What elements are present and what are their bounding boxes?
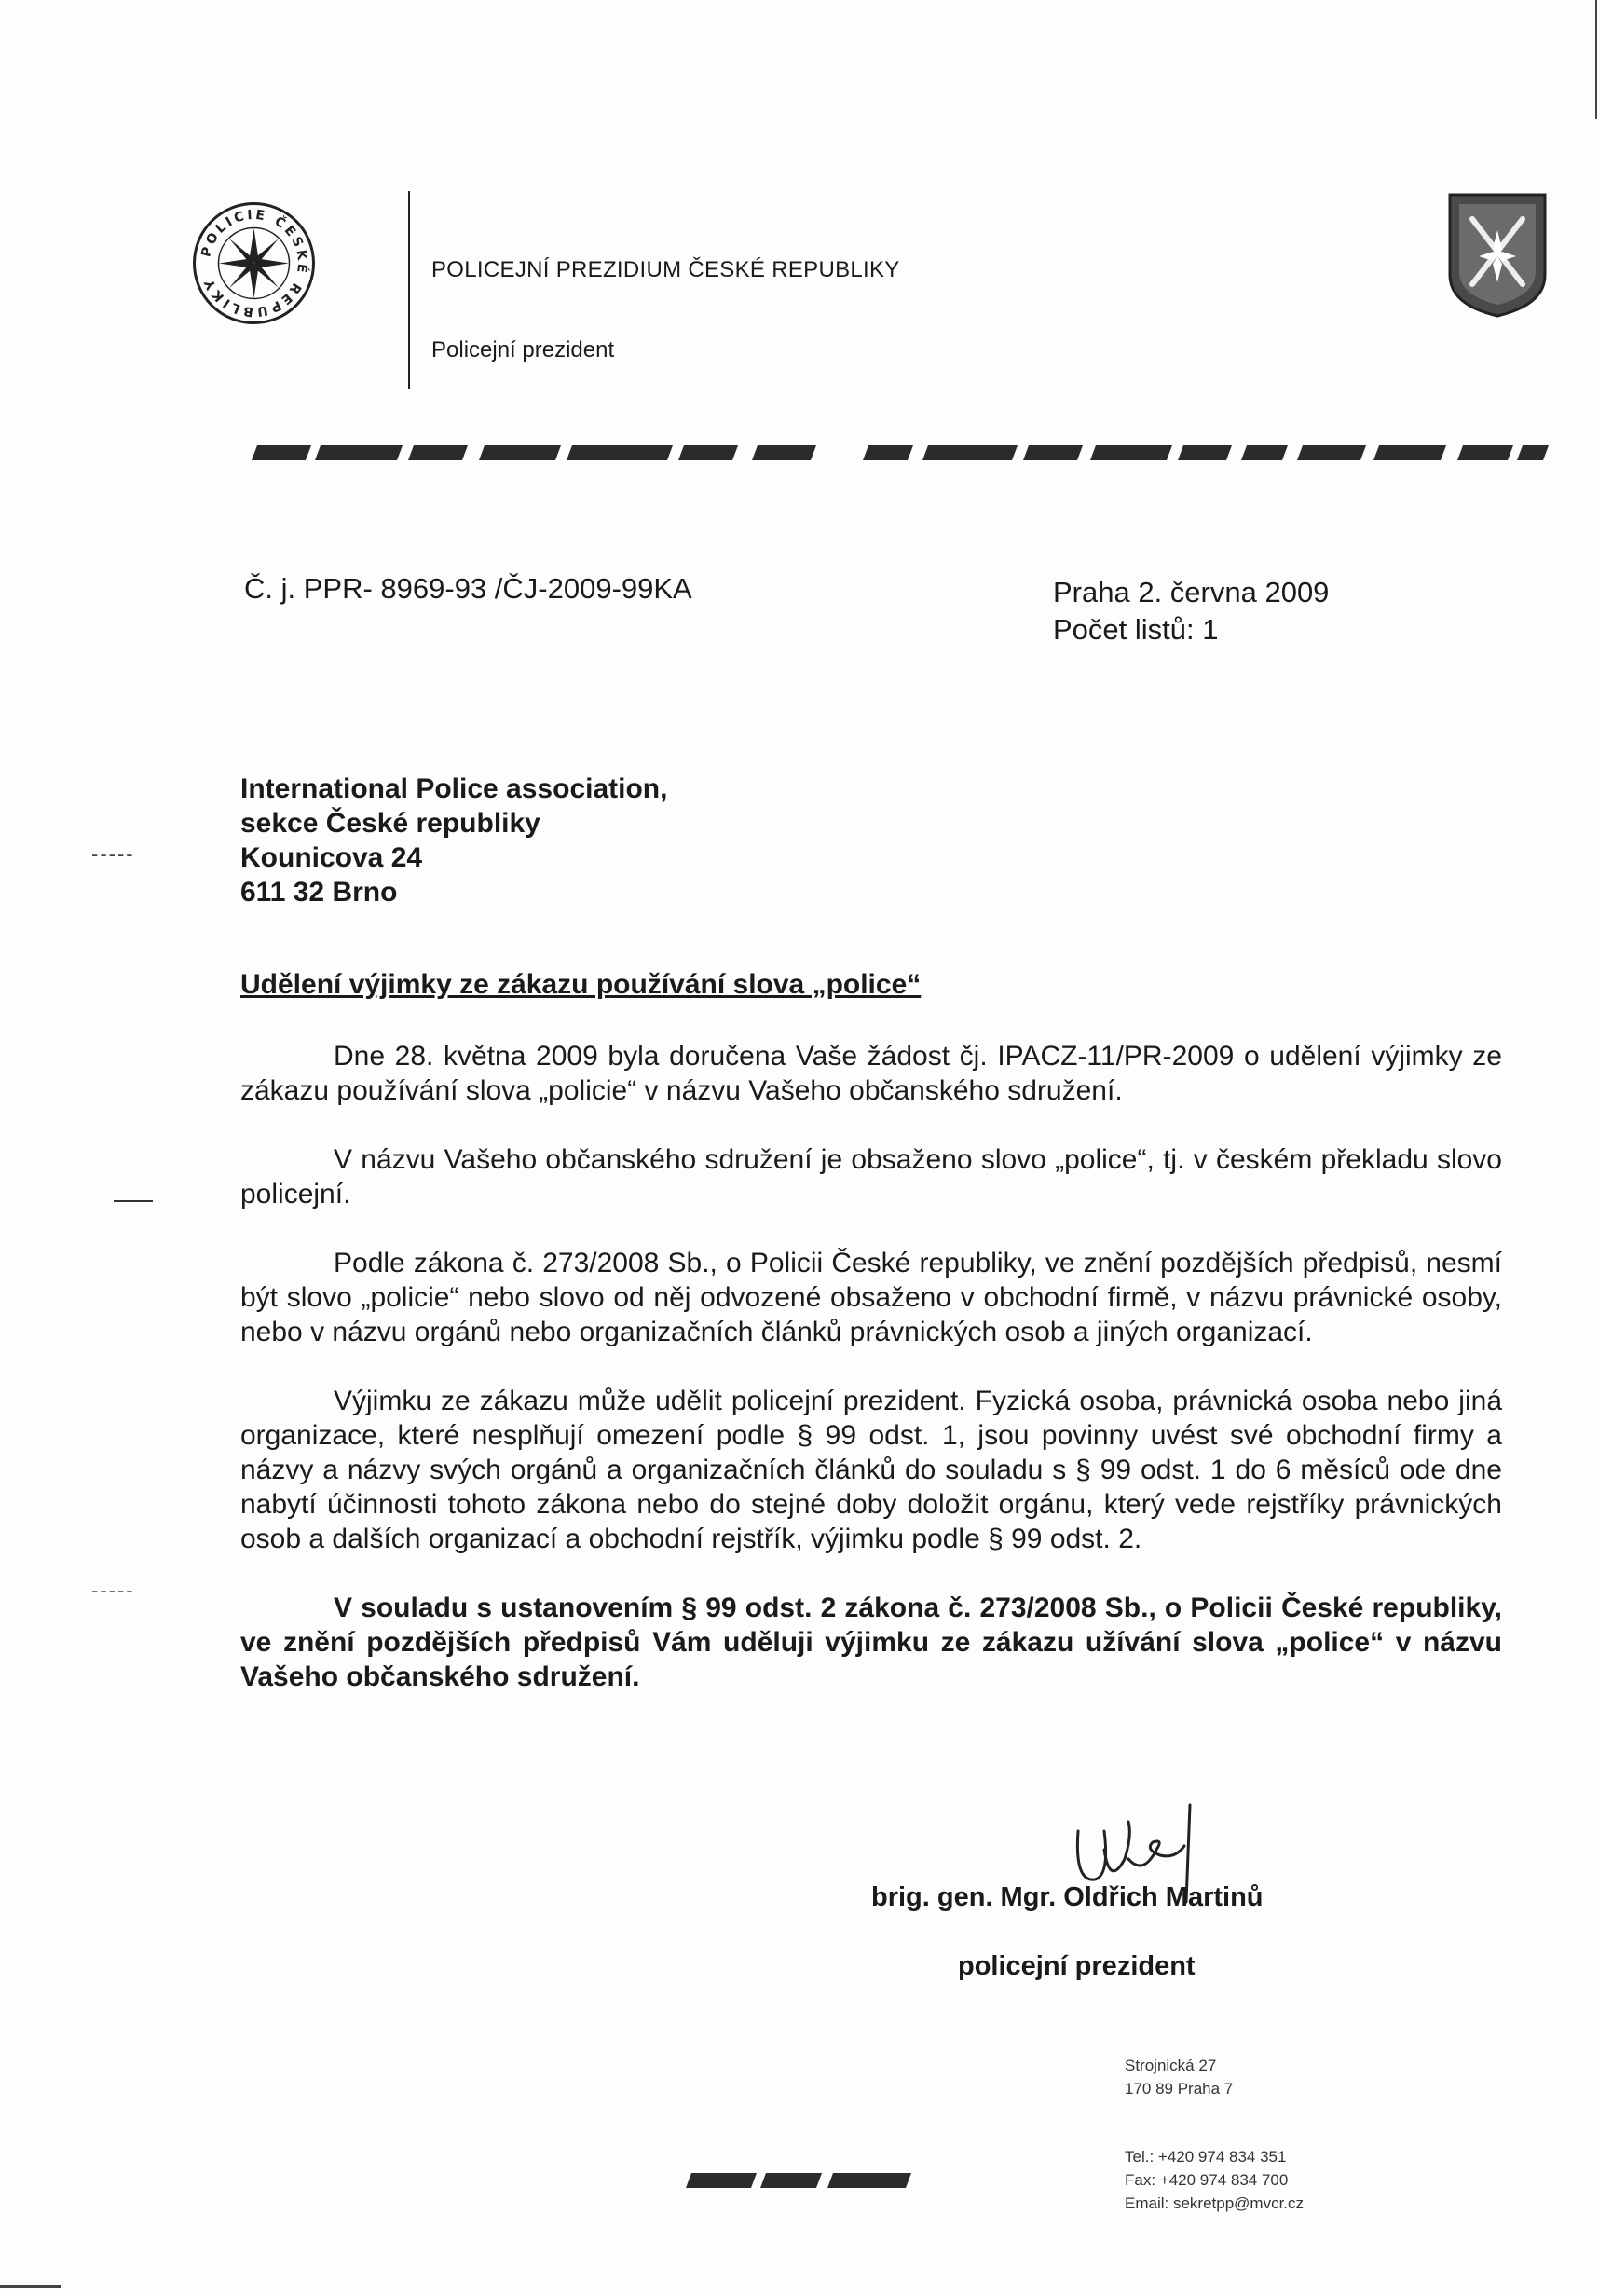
margin-dash bbox=[114, 1200, 153, 1202]
signer-role: policejní prezident bbox=[958, 1951, 1196, 1981]
header-stripe bbox=[244, 442, 1549, 462]
recipient-line2: sekce České republiky bbox=[240, 808, 540, 839]
footer-contact bbox=[1125, 2145, 1304, 2215]
recipient-line1: International Police association, bbox=[240, 773, 668, 804]
department-name: Policejní prezident bbox=[431, 337, 615, 362]
place-date: Praha 2. června 2009 bbox=[1053, 576, 1330, 608]
recipient-line4: 611 32 Brno bbox=[240, 877, 398, 908]
margin-mark: ----- bbox=[91, 1578, 135, 1602]
header-divider bbox=[408, 191, 410, 389]
place-date-block bbox=[1053, 574, 1329, 649]
margin-mark: ----- bbox=[91, 842, 135, 866]
police-star-seal-icon bbox=[191, 200, 317, 326]
reference-number: Č. j. PPR- 8969-93 /ČJ-2009-99KA bbox=[244, 572, 692, 605]
footer-stripe bbox=[682, 2171, 915, 2190]
page-count: Počet listů: 1 bbox=[1053, 613, 1219, 646]
paragraph: Výjimku ze zákazu může udělit policejní prezident. Fyzická osoba, právnická osoba nebo jiná organizace, které nesplňují omezení podle § 99 odst. 1, jsou povinny uvést své obchodní firmy a názvy a názvy svých orgánů a organizačních článků do souladu s § 99 odst. 1 do 6 měsíců ode dne nabytí účinnosti tohoto zákona nebo do stejné doby doložit orgánu, který vede rejstříky právnických osob a dalších organizací a obchodní rejstřík, výjimku podle § 99 odst. 2. bbox=[240, 1386, 1502, 1554]
scan-edge-line bbox=[0, 2285, 62, 2288]
footer-address bbox=[1125, 2054, 1233, 2100]
seal-text: POLICIE ČESKÉ REPUBLIKY bbox=[198, 207, 310, 320]
paragraph: V názvu Vašeho občanského sdružení je obsaženo slovo „police“, tj. v českém překladu slovo policejní. bbox=[240, 1144, 1502, 1210]
footer-fax: Fax: +420 974 834 700 bbox=[1125, 2171, 1289, 2189]
paragraph: Dne 28. května 2009 byla doručena Vaše žádost čj. IPACZ-11/PR-2009 o udělení výjimky ze zákazu používání slova „policie“ v názvu Vašeho občanského sdružení. bbox=[240, 1041, 1502, 1106]
footer-tel: Tel.: +420 974 834 351 bbox=[1125, 2148, 1287, 2166]
paragraph: Podle zákona č. 273/2008 Sb., o Policii České republiky, ve znění pozdějších předpisů, nesmí být slovo „policie“ nebo slovo od něj odvozené obsaženo v obchodní firmě, v názvu právnické osoby, nebo v názvu orgánů nebo organizačních článků právnických osob a jiných organizací. bbox=[240, 1248, 1502, 1347]
recipient-address bbox=[240, 772, 667, 909]
recipient-line3: Kounicova 24 bbox=[240, 842, 423, 873]
ministry-shield-emblem-icon bbox=[1446, 191, 1549, 320]
letter-subject: Udělení výjimky ze zákazu používání slova „police“ bbox=[240, 969, 922, 1000]
footer-city: 170 89 Praha 7 bbox=[1125, 2080, 1234, 2098]
footer-email: Email: sekretpp@mvcr.cz bbox=[1125, 2194, 1305, 2212]
organization-name: POLICEJNÍ PREZIDIUM ČESKÉ REPUBLIKY bbox=[431, 257, 900, 282]
letter-body bbox=[240, 1039, 1502, 1729]
footer-street: Strojnická 27 bbox=[1125, 2057, 1217, 2074]
decision-paragraph: V souladu s ustanovením § 99 odst. 2 zákona č. 273/2008 Sb., o Policii České republiky, ve znění pozdějších předpisů Vám uděluji výjimku ze zákazu užívání slova „police“ v názvu Vašeho občanského sdružení. bbox=[240, 1592, 1502, 1692]
scan-edge-line bbox=[1595, 0, 1597, 119]
signer-name: brig. gen. Mgr. Oldřich Martinů bbox=[871, 1882, 1264, 1912]
